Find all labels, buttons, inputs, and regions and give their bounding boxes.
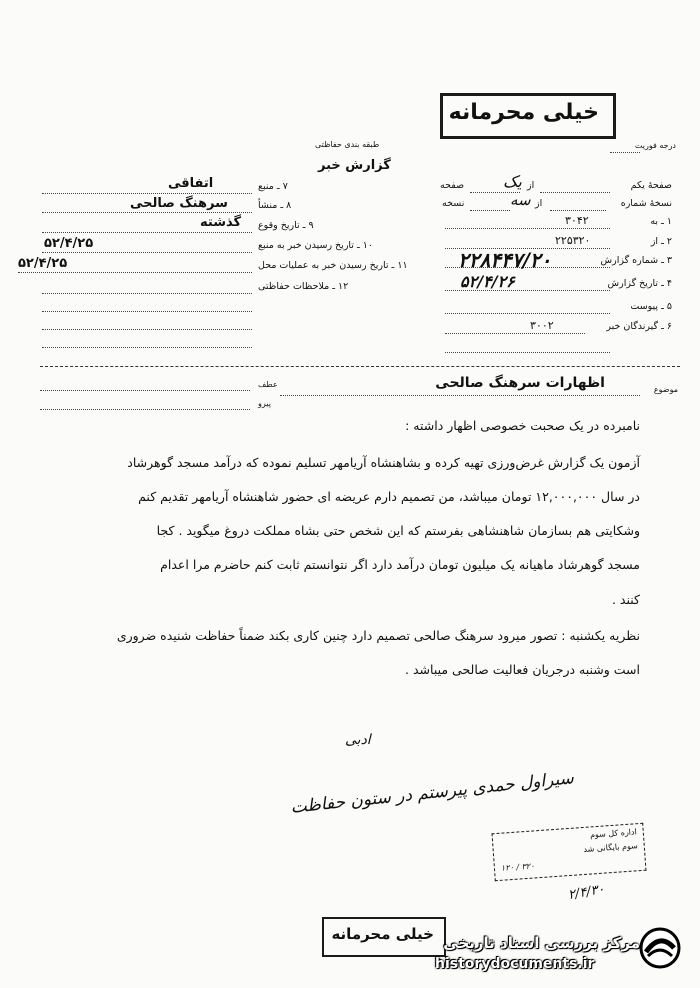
field-occurrence-date-line: [42, 232, 252, 233]
priority-line: [610, 152, 640, 153]
filing-stamp: [492, 823, 647, 881]
field-recipients-line: [445, 333, 585, 334]
copy-row-value: سه: [510, 191, 531, 209]
copy-row-line: [550, 210, 606, 211]
copy-row-line2: [470, 210, 510, 211]
body-line: است وشنبه درجریان فعالیت صالحی میباشد .: [405, 662, 640, 677]
filing-stamp-line-1: اداره کل سوم: [589, 827, 638, 840]
bottom-classification-stamp: [322, 917, 446, 957]
page-row-of: از: [527, 180, 535, 191]
ref-line: [40, 390, 250, 391]
page-row-value: یک: [503, 172, 522, 191]
field-occurrence-date-label: ۹ ـ تاریخ وقوع: [258, 220, 314, 231]
body-line: نظریه یکشنبه : تصور میرود سرهنگ صالحی تصمیم دارد چنین کاری بکند ضمناً حفاظت شنیده ضروری: [116, 628, 640, 643]
field-source-label: ۷ ـ منبع: [258, 181, 288, 192]
body-line: آزمون یک گزارش غرض‌ورزی تهیه کرده و بشاهنشاه آریامهر تسلیم نموده که درآمد مسجد گوهرشاد: [127, 455, 640, 470]
bottom-stamp-text: خیلی محرمانه: [331, 925, 434, 943]
top-stamp-text: خیلی محرمانه: [448, 100, 599, 125]
field-security-notes-line: [42, 293, 252, 294]
field-origin-line: [42, 212, 252, 213]
field-attachment-label: ۵ ـ پیوست: [630, 301, 672, 312]
subject-label: موضوع: [653, 385, 678, 394]
field-from-value: ۲۲۵۳۲۰: [555, 234, 591, 247]
ref-label: عطف: [258, 380, 278, 389]
subject-value: اظهارات سرهنگ صالحی: [435, 375, 605, 391]
field-security-notes-label: ۱۲ ـ ملاحظات حفاظتی: [258, 281, 349, 292]
subject-line: [280, 395, 640, 396]
field-to-value: ۳۰۴۲: [565, 214, 589, 227]
field-to-line: [445, 228, 610, 229]
classification-label: طبقه بندی حفاظتی: [315, 140, 380, 149]
watermark-logo-icon: [638, 926, 682, 970]
field-ops-receipt-line: [18, 272, 252, 273]
field-recipients-value: ۳۰۰۲: [530, 319, 554, 332]
left-extra-line-2: [42, 329, 252, 330]
copy-row-of: از: [535, 198, 543, 209]
left-extra-line-3: [42, 347, 252, 348]
field-extra-line: [445, 352, 610, 353]
page-row-line: [540, 192, 610, 193]
field-occurrence-date-value: گذشته: [200, 215, 242, 230]
body-line: در سال ۱۲,۰۰۰,۰۰۰ تومان میباشد، من تصمیم دارم عریضه ای حضور شاهنشاه آریامهر تقدیم کنم: [138, 489, 640, 504]
follow-label: پیرو: [258, 399, 271, 408]
field-ops-receipt-value: ۵۲/۴/۲۵: [18, 256, 68, 271]
body-line: وشکایتی هم بسازمان شاهنشاهی بفرستم که این شخص حتی بشاه مملکت دروغ میگوید . کجا: [156, 523, 640, 538]
field-recipients-label: ۶ ـ گیرندگان خبر: [606, 321, 672, 332]
field-source-receipt-label: ۱۰ ـ تاریخ رسیدن خبر به منبع: [258, 240, 373, 251]
field-from-label: ۲ ـ از: [650, 236, 672, 247]
field-ops-receipt-label: ۱۱ ـ تاریخ رسیدن خبر به عملیات محل: [258, 260, 408, 271]
field-report-number-value: ۲۲۸۴۴۷/۲۰: [458, 248, 552, 272]
field-report-date-label: ۴ ـ تاریخ گزارش: [607, 278, 672, 289]
page-row-label: صفحهٔ یکم: [630, 180, 672, 191]
top-classification-stamp: [440, 93, 616, 139]
field-report-number-label: ۳ ـ شماره گزارش: [600, 255, 672, 266]
field-origin-value: سرهنگ صالحی: [130, 196, 228, 211]
field-source-value: اتفاقی: [168, 176, 214, 191]
field-source-line: [42, 193, 252, 194]
copy-row-tail: نسخه: [442, 198, 465, 209]
field-source-receipt-value: ۵۲/۴/۲۵: [44, 236, 94, 251]
handwritten-note-long: سیراول حمدی پیرستم در ستون حفاظت: [289, 768, 575, 818]
handwritten-date-mark: ۲/۴/۳۰: [566, 881, 606, 904]
body-line: نامبرده در یک صحبت خصوصی اظهار داشته :: [405, 418, 640, 433]
field-origin-label: ۸ ـ منشأ: [258, 200, 292, 211]
header-separator: [40, 366, 680, 367]
report-title: گزارش خبر: [318, 158, 391, 173]
copy-row-label: نسخهٔ شماره: [620, 198, 672, 209]
priority-label: درجه فوریت: [634, 141, 676, 150]
field-report-date-value: ۵۲/۴/۲۶: [460, 272, 515, 291]
field-to-label: ۱ ـ به: [650, 216, 672, 227]
page-row-tail: صفحه: [440, 180, 465, 191]
handwritten-note-short: ادبی: [345, 732, 371, 748]
left-extra-line-1: [42, 311, 252, 312]
follow-line: [40, 409, 250, 410]
watermark-site: historydocuments.ir: [435, 956, 595, 972]
filing-stamp-line-3: ۱۲۰ / ۳۲۰: [500, 861, 535, 873]
field-source-receipt-line: [42, 252, 252, 253]
field-attachment-line: [445, 313, 610, 314]
body-line: کنند .: [611, 592, 640, 607]
body-line: مسجد گوهرشاد ماهیانه یک میلیون تومان درآمد دارد اگر نتوانستم ثابت کنم حاضرم مرا اعدام: [160, 557, 640, 572]
watermark-title: مرکز بررسی اسناد تاریخی: [443, 934, 640, 952]
filing-stamp-line-2: سوم بایگانی شد: [583, 841, 639, 854]
